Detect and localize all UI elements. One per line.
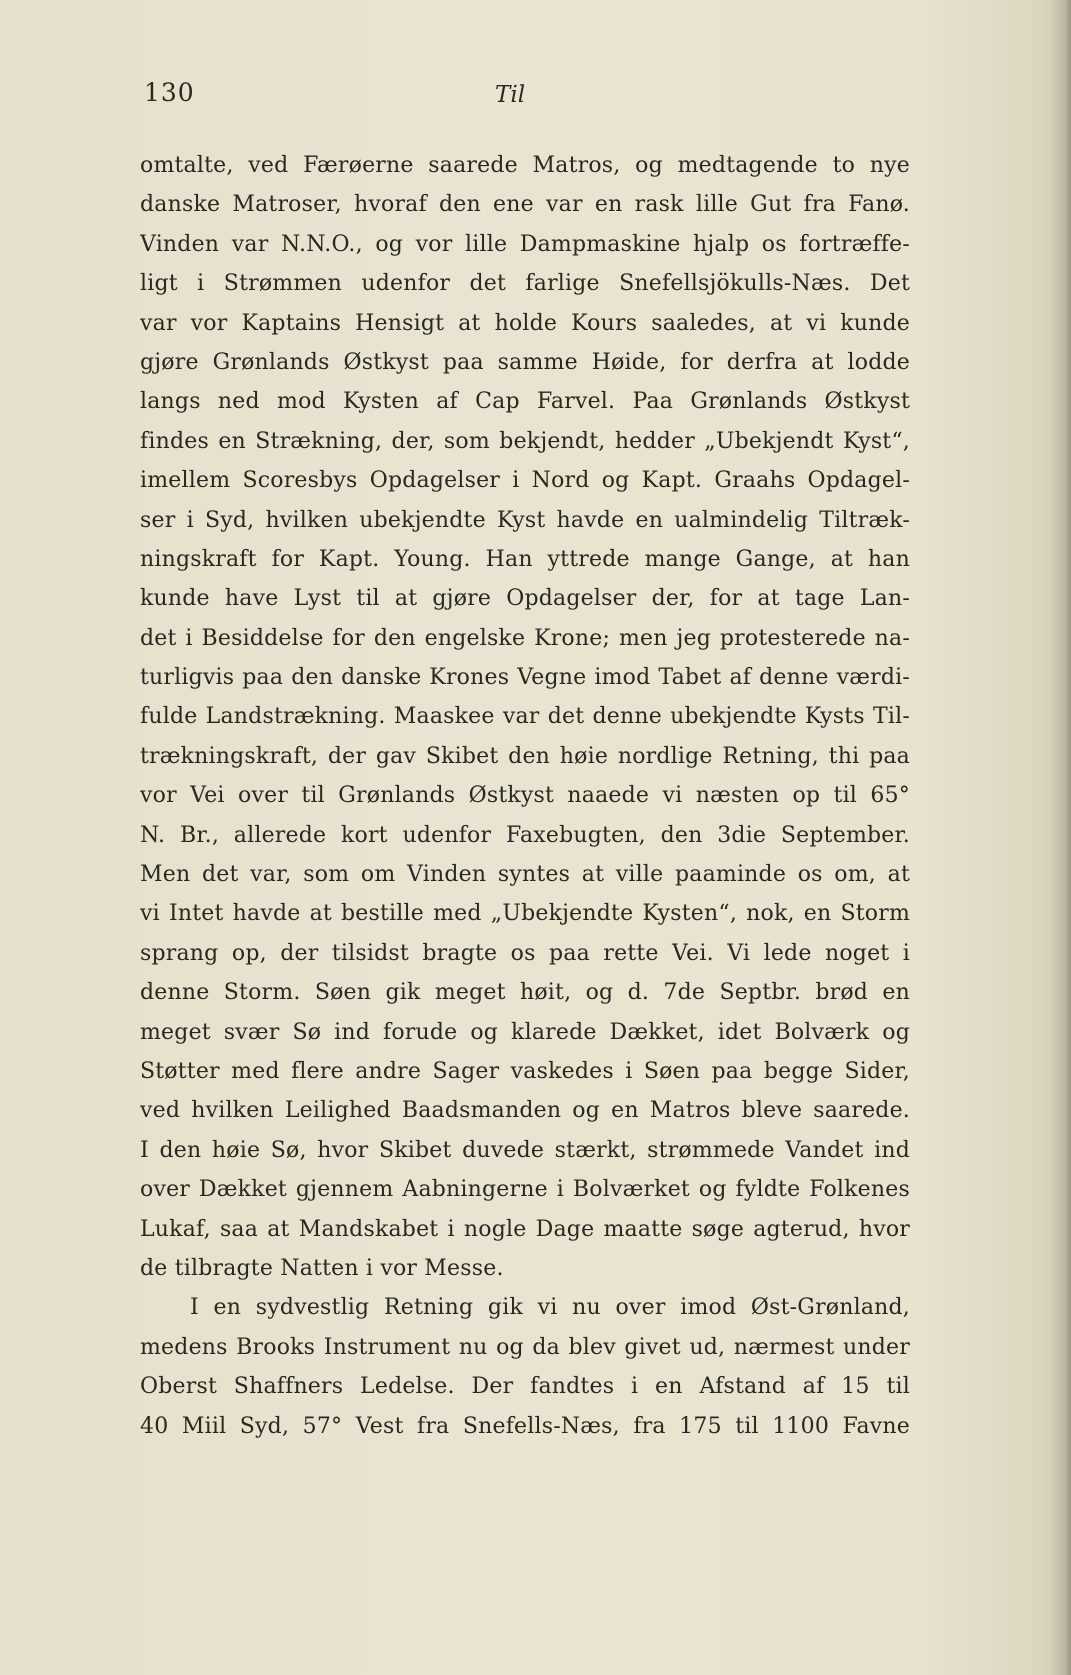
text-line: ligt i Strømmen udenfor det farlige Snefellsjökulls-Næs. Det	[140, 271, 910, 297]
text-line: meget svær Sø ind forude og klarede Dækket, idet Bolværk og	[140, 1019, 910, 1045]
text-line: fulde Landstrækning. Maaskee var det denne ubekjendte Kysts Til-	[140, 704, 910, 730]
text-line: I den høie Sø, hvor Skibet duvede stærkt, strømmede Vandet ind	[140, 1137, 910, 1163]
text-line: ved hvilken Leilighed Baadsmanden og en Matros bleve saarede.	[140, 1098, 910, 1124]
text-line: Vinden var N.N.O., og vor lille Dampmaskine hjalp os fortræffe-	[140, 231, 910, 257]
text-line: vor Vei over til Grønlands Østkyst naaede vi næsten op til 65°	[140, 783, 910, 809]
page-edge-shadow	[1049, 0, 1071, 1675]
text-line: kunde have Lyst til at gjøre Opdagelser der, for at tage Lan-	[140, 586, 910, 612]
body-text	[140, 146, 910, 1446]
text-line: denne Storm. Søen gik meget høit, og d. 7de Septbr. brød en	[140, 980, 910, 1006]
text-line: var vor Kaptains Hensigt at holde Kours saaledes, at vi kunde	[140, 310, 910, 336]
text-line: findes en Strækning, der, som bekjendt, hedder „Ubekjendt Kyst“,	[140, 428, 910, 454]
text-line: 40 Miil Syd, 57° Vest fra Snefells-Næs, fra 175 til 1100 Favne	[140, 1413, 910, 1439]
text-line: Støtter med flere andre Sager vaskedes i Søen paa begge Sider,	[140, 1058, 910, 1084]
text-line: N. Br., allerede kort udenfor Faxebugten, den 3die September.	[140, 822, 910, 848]
text-line: Lukaf, saa at Mandskabet i nogle Dage maatte søge agterud, hvor	[140, 1216, 910, 1242]
text-line: Oberst Shaffners Ledelse. Der fandtes i en Afstand af 15 til	[140, 1374, 910, 1400]
text-line: det i Besiddelse for den engelske Krone; men jeg protesterede na-	[140, 625, 910, 651]
page-number: 130	[144, 78, 195, 107]
text-line: turligvis paa den danske Krones Vegne imod Tabet af denne værdi-	[140, 665, 910, 691]
text-line: gjøre Grønlands Østkyst paa samme Høide, for derfra at lodde	[140, 349, 910, 375]
text-line: omtalte, ved Færøerne saarede Matros, og medtagende to nye	[140, 153, 910, 178]
text-line: over Dækket gjennem Aabningerne i Bolværket og fyldte Folkenes	[140, 1177, 910, 1203]
text-line: ser i Syd, hvilken ubekjendte Kyst havde en ualmindelig Tiltræk-	[140, 507, 910, 533]
text-line: imellem Scoresbys Opdagelser i Nord og Kapt. Graahs Opdagel-	[140, 468, 910, 494]
paragraph-start-line: I en sydvestlig Retning gik vi nu over imod Øst-Grønland,	[190, 1295, 910, 1321]
running-head: Til	[495, 82, 526, 108]
paragraph-end-line: de tilbragte Natten i vor Messe.	[140, 1255, 504, 1281]
text-line: langs ned mod Kysten af Cap Farvel. Paa Grønlands Østkyst	[140, 389, 910, 415]
text-line: trækningskraft, der gav Skibet den høie nordlige Retning, thi paa	[140, 743, 910, 769]
text-line: danske Matroser, hvoraf den ene var en rask lille Gut fra Fanø.	[140, 192, 910, 218]
text-line: vi Intet havde at bestille med „Ubekjendte Kysten“, nok, en Storm	[140, 901, 910, 927]
text-line: Men det var, som om Vinden syntes at ville paaminde os om, at	[140, 862, 910, 888]
text-line: sprang op, der tilsidst bragte os paa rette Vei. Vi lede noget i	[140, 940, 910, 966]
text-line: ningskraft for Kapt. Young. Han yttrede mange Gange, at han	[140, 546, 910, 572]
text-line: medens Brooks Instrument nu og da blev givet ud, nærmest under	[140, 1334, 910, 1360]
page-header	[0, 78, 1071, 118]
